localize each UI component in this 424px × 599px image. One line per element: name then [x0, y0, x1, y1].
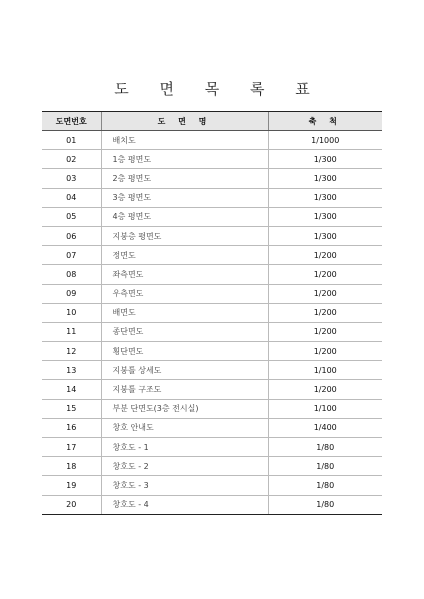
cell-scale: 1/80: [268, 476, 382, 495]
table-row: [42, 284, 382, 303]
cell-scale: 1/80: [268, 457, 382, 476]
cell-drawing-name: 1층 평면도: [101, 150, 268, 169]
table-row: [42, 476, 382, 495]
cell-drawing-name: 지붕틀 상세도: [101, 361, 268, 380]
cell-drawing-number: 03: [42, 169, 101, 188]
cell-drawing-number: 05: [42, 207, 101, 226]
cell-scale: 1/100: [268, 399, 382, 418]
cell-drawing-number: 12: [42, 342, 101, 361]
cell-scale: 1/200: [268, 342, 382, 361]
header-drawing-name: 도 면 명: [101, 112, 268, 131]
cell-drawing-name: 좌측면도: [101, 265, 268, 284]
cell-drawing-number: 11: [42, 322, 101, 341]
table-row: [42, 361, 382, 380]
table-row: [42, 438, 382, 457]
table-row: [42, 131, 382, 150]
table-row: [42, 226, 382, 245]
cell-drawing-number: 13: [42, 361, 101, 380]
table-row: [42, 246, 382, 265]
cell-drawing-name: 지붕층 평면도: [101, 226, 268, 245]
cell-drawing-name: 우측면도: [101, 284, 268, 303]
cell-scale: 1/80: [268, 495, 382, 514]
cell-drawing-name: 창호도 - 4: [101, 495, 268, 514]
cell-scale: 1/300: [268, 207, 382, 226]
cell-scale: 1/100: [268, 361, 382, 380]
cell-scale: 1/200: [268, 380, 382, 399]
cell-scale: 1/200: [268, 265, 382, 284]
table-row: [42, 265, 382, 284]
cell-drawing-number: 10: [42, 303, 101, 322]
cell-drawing-name: 3층 평면도: [101, 188, 268, 207]
cell-scale: 1/300: [268, 226, 382, 245]
cell-drawing-name: 지붕틀 구조도: [101, 380, 268, 399]
cell-drawing-number: 07: [42, 246, 101, 265]
cell-drawing-name: 배면도: [101, 303, 268, 322]
cell-scale: 1/300: [268, 188, 382, 207]
cell-drawing-number: 08: [42, 265, 101, 284]
cell-scale: 1/400: [268, 418, 382, 437]
cell-drawing-number: 15: [42, 399, 101, 418]
cell-scale: 1/300: [268, 169, 382, 188]
table-header-row: [42, 112, 382, 131]
cell-drawing-number: 18: [42, 457, 101, 476]
table-row: [42, 457, 382, 476]
cell-drawing-number: 17: [42, 438, 101, 457]
drawing-list-table: [42, 111, 382, 515]
cell-drawing-number: 16: [42, 418, 101, 437]
cell-drawing-number: 01: [42, 131, 101, 150]
cell-drawing-name: 부분 단면도(3층 전시실): [101, 399, 268, 418]
table-row: [42, 150, 382, 169]
cell-drawing-number: 02: [42, 150, 101, 169]
table-row: [42, 188, 382, 207]
cell-scale: 1/200: [268, 246, 382, 265]
cell-drawing-name: 2층 평면도: [101, 169, 268, 188]
table-row: [42, 342, 382, 361]
cell-drawing-name: 창호도 - 2: [101, 457, 268, 476]
cell-drawing-name: 종단면도: [101, 322, 268, 341]
cell-drawing-number: 06: [42, 226, 101, 245]
table-row: [42, 380, 382, 399]
cell-scale: 1/200: [268, 303, 382, 322]
table-row: [42, 322, 382, 341]
cell-scale: 1/300: [268, 150, 382, 169]
cell-drawing-number: 09: [42, 284, 101, 303]
cell-scale: 1/1000: [268, 131, 382, 150]
table-row: [42, 495, 382, 514]
cell-drawing-name: 4층 평면도: [101, 207, 268, 226]
cell-drawing-number: 04: [42, 188, 101, 207]
header-drawing-number: 도면번호: [42, 112, 101, 131]
table-row: [42, 303, 382, 322]
cell-scale: 1/80: [268, 438, 382, 457]
cell-drawing-name: 창호 안내도: [101, 418, 268, 437]
cell-drawing-number: 14: [42, 380, 101, 399]
table-row: [42, 418, 382, 437]
cell-drawing-name: 정면도: [101, 246, 268, 265]
cell-drawing-name: 배치도: [101, 131, 268, 150]
cell-scale: 1/200: [268, 322, 382, 341]
table-row: [42, 399, 382, 418]
cell-drawing-name: 창호도 - 3: [101, 476, 268, 495]
header-scale: 축 척: [268, 112, 382, 131]
cell-drawing-name: 횡단면도: [101, 342, 268, 361]
table-row: [42, 207, 382, 226]
cell-scale: 1/200: [268, 284, 382, 303]
cell-drawing-name: 창호도 - 1: [101, 438, 268, 457]
page-title: 도 면 목 록 표: [114, 80, 323, 98]
table-row: [42, 169, 382, 188]
cell-drawing-number: 20: [42, 495, 101, 514]
cell-drawing-number: 19: [42, 476, 101, 495]
